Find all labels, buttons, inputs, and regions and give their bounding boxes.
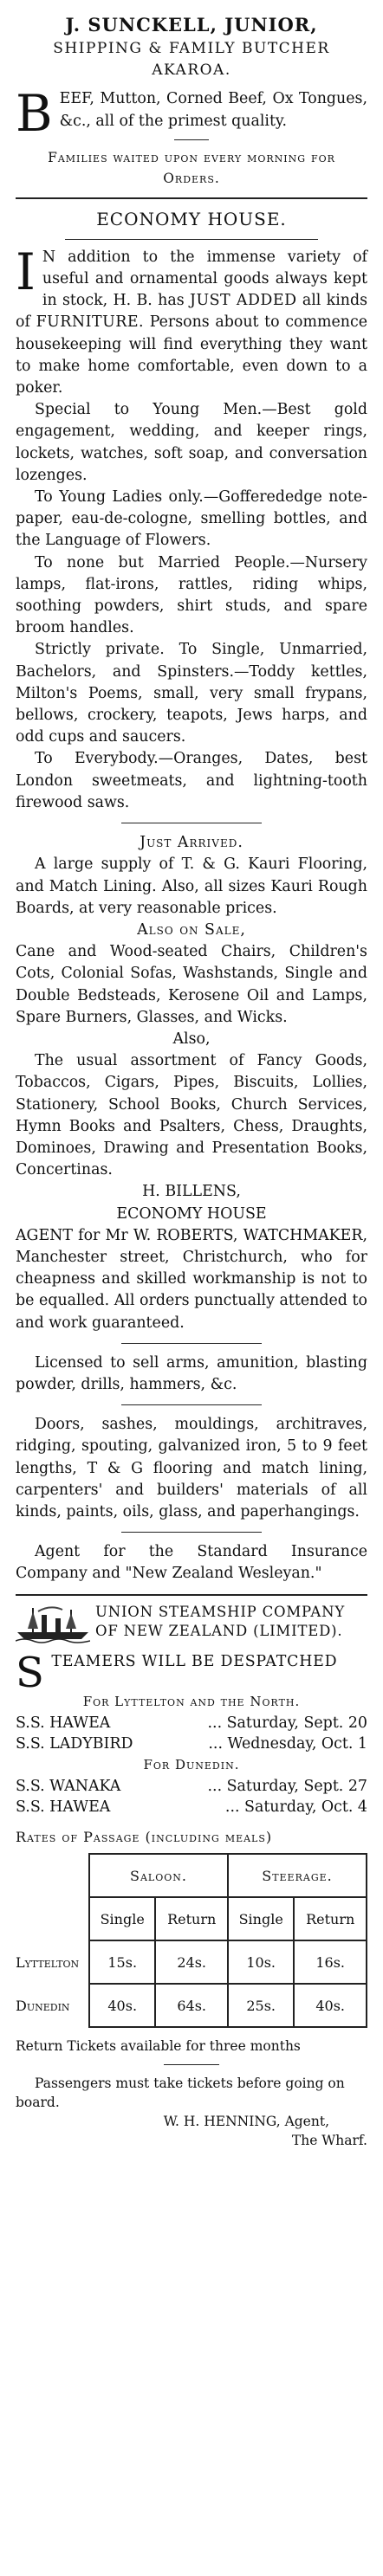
para-private: Strictly private. To Single, Unmarried, Bachelors, and Spinsters.—Toddy kettles, Milton's Poems, small, very small frypans, bellows, crockery, teapots, Jews harps, and odd cups and saucers. (16, 641, 367, 746)
divider (121, 1404, 262, 1405)
sunckell-families: Families waited upon every morning for Orders. (48, 149, 335, 186)
sunckell-place: AKAROA. (152, 61, 231, 80)
steamship-icon (16, 1603, 90, 1644)
divider (16, 1594, 367, 1596)
lyttelton-schedule (16, 1713, 367, 1754)
divider (164, 2064, 220, 2065)
dunedin-schedule (16, 1776, 367, 1817)
drop-cap: B (16, 84, 53, 144)
also-on-sale: Also on Sale, (137, 920, 246, 939)
signature-name: H. BILLENS, (142, 1183, 241, 1201)
sunckell-subtitle: SHIPPING & FAMILY BUTCHER (53, 40, 330, 57)
para-doors: Doors, sashes, mouldings, architraves, ridging, spouting, galvanized iron, 5 to 9 feet lengths, T & G flooring and match lining, carpenters' and builders' materials of all kinds, paints, oils, glass, and paperhangings. (16, 1416, 367, 1520)
sailing-date: ... Saturday, Sept. 20 (207, 1714, 367, 1732)
para-insurance: Agent for the Standard Insurance Company and "New Zealand Wesleyan." (16, 1543, 367, 1583)
sunckell-advert (16, 12, 367, 189)
for-dunedin: For Dunedin. (143, 1756, 240, 1772)
para-chairs: Cane and Wood-seated Chairs, Children's Cots, Colonial Sofas, Washstands, Single and Double Bedsteads, Kerosene Oil and Lamps, Spare Burners, Glasses, and Wicks. (16, 943, 367, 1026)
para-kauri: A large supply of T. & G. Kauri Flooring, and Match Lining. Also, all sizes Kauri Rough Boards, at very reasonable prices. (16, 855, 367, 917)
agent-wharf: The Wharf. (291, 2133, 367, 2149)
ship-name: S.S. LADYBIRD (16, 1734, 133, 1753)
just-arrived: Just Arrived. (140, 834, 243, 852)
agent-name: W. H. HENNING, Agent, (163, 2114, 329, 2130)
divider (65, 239, 318, 240)
col-return: Return (155, 1897, 228, 1940)
ship-name: S.S. HAWEA (16, 1798, 111, 1816)
return-tickets: Return Tickets available for three months (16, 2038, 301, 2055)
sailing-date: ... Saturday, Oct. 4 (224, 1798, 367, 1816)
col-return: Return (294, 1897, 367, 1940)
economy-intro: I N addition to the immense variety of useful and ornamental goods always kept in stock, H. B. has JUST ADDED all kinds of FURNITURE. Persons about to commence housekeeping will find everything they want to make home comfortable, even down to a poker. (16, 242, 368, 397)
sunckell-body: BEEF, Mutton, Corned Beef, Ox Tongues, &c., all of the primest quality. (16, 84, 367, 144)
also-label: Also, (172, 1030, 211, 1048)
schedule-row (16, 1797, 367, 1817)
para-fancy: The usual assortment of Fancy Goods, Tobaccos, Cigars, Pipes, Biscuits, Lollies, Stationery, School Books, Church Services, Hymn Books and Psalters, Chess, Draughts, Dominoes, Drawing and Presentation Books, Concertinas. (16, 1052, 367, 1179)
sunckell-title: J. SUNCKELL, JUNIOR, (65, 14, 318, 36)
schedule-row (16, 1776, 367, 1797)
para-married: To none but Married People.—Nursery lamps, flat-irons, rattles, riding whips, soothing powders, shirt studs, and spare broom handles. (16, 553, 367, 637)
fares-table (16, 1853, 367, 2028)
schedule-row (16, 1733, 367, 1754)
drop-cap: I (16, 242, 36, 301)
col-single: Single (228, 1897, 294, 1940)
para-young-ladies: To Young Ladies only.—Gofferededge note-paper, eau-de-cologne, smelling bottles, and the Language of Flowers. (16, 488, 367, 550)
para-young-men: Special to Young Men.—Best gold engagement, wedding, and keeper rings, lockets, watches, soft soap, and conversation lozenges. (16, 401, 367, 484)
ship-name: S.S. HAWEA (16, 1714, 111, 1732)
table-row: Lyttelton 15s. 24s. 10s. 16s. (16, 1940, 367, 1984)
union-steamship-advert (16, 1603, 367, 2151)
divider (121, 1532, 262, 1533)
para-agent-roberts: AGENT for Mr W. ROBERTS, WATCHMAKER, Manchester street, Christchurch, who for cheapness and skilled workmanship is not to be equalled. All orders punctually attended to and work guaranteed. (16, 1226, 367, 1332)
saloon-header: Saloon. (89, 1854, 228, 1897)
passengers-note: Passengers must take tickets before going on board. (16, 2076, 345, 2111)
table-row: Dunedin 40s. 64s. 25s. 40s. (16, 1984, 367, 2027)
divider (174, 139, 210, 140)
union-header (16, 1603, 367, 1644)
economy-title: ECONOMY HOUSE. (96, 208, 287, 229)
schedule-row (16, 1713, 367, 1733)
rates-title: Rates of Passage (including meals) (16, 1829, 273, 1845)
divider (121, 1343, 262, 1344)
steerage-header: Steerage. (228, 1854, 367, 1897)
for-lyttelton: For Lyttelton and the North. (82, 1693, 301, 1709)
para-licensed: Licensed to sell arms, amunition, blasting powder, drills, hammers, &c. (16, 1353, 367, 1393)
col-single: Single (89, 1897, 155, 1940)
divider (16, 197, 367, 199)
para-everybody: To Everybody.—Oranges, Dates, best London sweetmeats, and lightning-tooth firewood saws. (16, 750, 367, 811)
sailing-date: ... Wednesday, Oct. 1 (208, 1734, 367, 1753)
ship-name: S.S. WANAKA (16, 1778, 121, 1795)
signature-house: ECONOMY HOUSE (116, 1204, 267, 1223)
union-title: UNION STEAMSHIP COMPANY OF NEW ZEALAND (LIMITED). (95, 1603, 346, 1639)
economy-house-advert (16, 206, 367, 1585)
sailing-date: ... Saturday, Sept. 27 (207, 1778, 367, 1795)
drop-cap: S (16, 1648, 45, 1697)
union-heading: STEAMERS WILL BE DESPATCHED (16, 1648, 338, 1697)
